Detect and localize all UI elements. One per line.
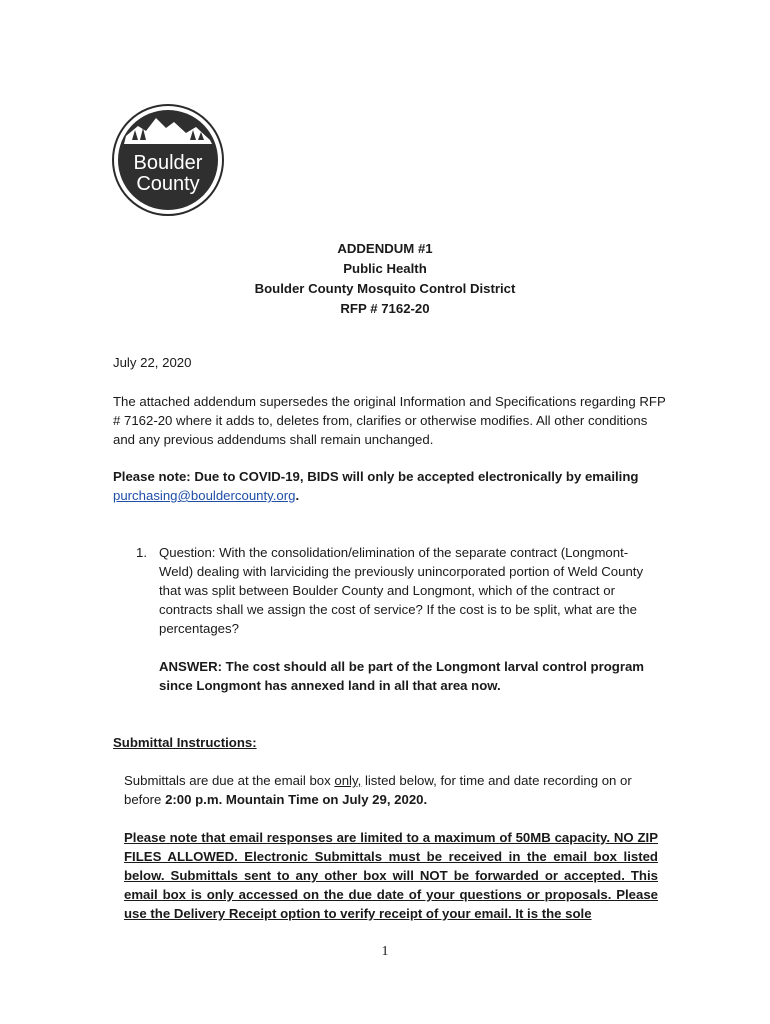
boulder-county-logo [112, 100, 224, 220]
intro-paragraph: The attached addendum supersedes the original Information and Specifications regarding RFP # 7162-20 where it adds to, deletes from, clarifies or otherwise modifies. All other conditions and any previous addendums shall remain unchanged. [113, 394, 666, 447]
submittal-only: only, [334, 773, 362, 788]
covid-note-text: Please note: Due to COVID-19, BIDS will only be accepted electronically by emailing [113, 469, 639, 484]
logo-text-boulder: Boulder [133, 152, 203, 174]
purchasing-email-link[interactable]: purchasing@bouldercounty.org [113, 488, 296, 503]
document-header [0, 239, 770, 319]
submittal-text-b: listed below, for time and date recording on or before [124, 773, 632, 807]
submittal-paragraph [124, 771, 664, 809]
submittal-text-a: Submittals are due at the email box [124, 773, 335, 788]
submittal-deadline: 2:00 p.m. Mountain Time on July 29, 2020. [165, 792, 428, 807]
covid-note-end: . [295, 488, 300, 503]
question-number: 1. [136, 545, 147, 560]
answer-text: ANSWER: The cost should all be part of the Longmont larval control program since Longmont has annexed land in all that area now. [159, 659, 645, 693]
logo-text-county: County [136, 173, 200, 195]
rfp-number: RFP # 7162-20 [340, 301, 430, 316]
addendum-title: ADDENDUM #1 [337, 241, 433, 256]
covid-note [113, 467, 673, 505]
document-date: July 22, 2020 [113, 355, 192, 370]
district-name: Boulder County Mosquito Control District [254, 281, 516, 296]
submittal-heading: Submittal Instructions: [113, 735, 257, 750]
department-name: Public Health [343, 261, 427, 276]
submittal-warning: Please note that email responses are limited to a maximum of 50MB capacity. NO ZIP FILES ALLOWED. Electronic Submittals must be received in the email box listed below. Submittals sent to any other box will NOT be forwarded or accepted. This email box is only accessed on the due date of your questions or proposals. Please use the Delivery Receipt option to verify receipt of your email. It is the sole [124, 830, 658, 921]
question-text: Question: With the consolidation/elimination of the separate contract (Longmont-Weld) dealing with larviciding the previously unincorporated portion of Weld County that was split between Boulder County and Longmont, which of the contract or contracts shall we assign the cost of service? If the cost is to be split, what are the percentages? [159, 545, 644, 636]
page-number: 1 [381, 944, 389, 959]
